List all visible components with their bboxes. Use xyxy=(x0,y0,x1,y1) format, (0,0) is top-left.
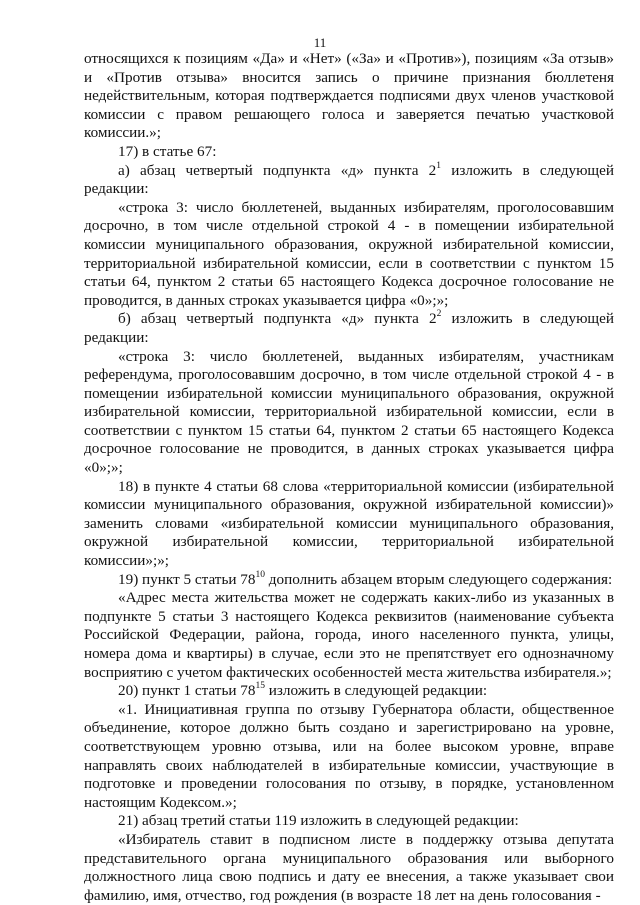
paragraph-text: а) абзац четвертый подпункта «д» пункта 2 xyxy=(118,161,437,179)
paragraph-text: б) абзац четвертый подпункта «д» пункта 2 xyxy=(118,310,437,328)
superscript: 1 xyxy=(436,160,442,171)
paragraph: 18) в пункте 4 статьи 68 слова «территориальной комиссии (избирательной комиссии муниципального образования, окружной избирательной комиссии)» заменить словами «избирательной комиссии муниципального образования, окружной избирательной комиссии, территориальной избирательной комиссии»;»; xyxy=(84,477,614,570)
paragraph-text: изложить в следующей редакции: xyxy=(84,310,614,346)
paragraph xyxy=(84,571,614,590)
paragraph-text: изложить в следующей редакции: xyxy=(84,161,614,198)
paragraph-text: 20) пункт 1 статьи 78 xyxy=(118,682,256,700)
paragraph: относящихся к позициям «Да» и «Нет» («За» и «Против»), позициям «За отзыв» и «Против отзыва» вносится запись о причине признания бюллетеня недействительным, которая подтверждается подписями двух членов участковой комиссии с правом решающего голоса и заверяется печатью участковой комиссии.»; xyxy=(84,50,614,142)
page-number: 11 xyxy=(313,35,327,50)
paragraph xyxy=(84,682,614,701)
paragraph: «Избиратель ставит в подписном листе в поддержку отзыва депутата представительного органа муниципального образования или выборного должностного лица свою подпись и дату ее внесения, а также указывает свои фамилию, имя, отчество, год рождения (в возрасте 18 лет на день голосования - xyxy=(84,830,614,904)
paragraph: 21) абзац третий статьи 119 изложить в следующей редакции: xyxy=(118,812,519,830)
paragraph: «строка 3: число бюллетеней, выданных избирателям, участникам референдума, проголосовавшим досрочно, в том числе отдельной строкой 4 - в помещении избирательной комиссии муниципального образования, окружной избирательной комиссии, территориальной избирательной комиссии, если в соответствии с пунктом 15 статьи 64, пунктом 2 статьи 65 настоящего Кодекса досрочное голосование не проводится, в данных строках указывается цифра «0»;»; xyxy=(84,347,614,477)
paragraph: «1. Инициативная группа по отзыву Губернатора области, общественное объединение, которое должно быть создано и зарегистрировано на уровне, соответствующем уровню отзыва, или на более высоком уровне, вправе направлять своих наблюдателей в избирательные комиссии, участвующие в подготовке и проведении голосования по отзыву, в порядке, установленном настоящим Кодексом.»; xyxy=(84,700,614,811)
paragraph-text: 19) пункт 5 статьи 78 xyxy=(118,570,256,588)
paragraph xyxy=(84,162,614,199)
paragraph-text: изложить в следующей редакции: xyxy=(264,682,488,700)
paragraph: 17) в статье 67: xyxy=(118,142,217,160)
paragraph-text: дополнить абзацем вторым следующего содержания: xyxy=(264,570,613,588)
superscript: 10 xyxy=(255,569,265,580)
paragraph xyxy=(84,310,614,347)
paragraph: «строка 3: число бюллетеней, выданных избирателям, проголосовавшим досрочно, в том числе отдельной строкой 4 - в помещении избирательной комиссии муниципального образования, окружной избирательной комиссии, территориальной избирательной комиссии, если в соответствии с пунктом 15 статьи 64, пунктом 2 статьи 65 настоящего Кодекса досрочное голосование не проводится, в данных строках указывается цифра «0»;»; xyxy=(84,198,614,309)
paragraph: «Адрес места жительства может не содержать каких-либо из указанных в подпункте 5 статьи 3 настоящего Кодекса реквизитов (наименование субъекта Российской Федерации, района, города, иного населенного пункта, улицы, номера дома и квартиры) в случае, если это не препятствует его однозначному восприятию с учетом фактических особенностей места жительства избирателя.»; xyxy=(84,589,614,681)
superscript: 2 xyxy=(436,309,442,320)
superscript: 15 xyxy=(255,681,265,692)
document-body xyxy=(84,50,614,905)
